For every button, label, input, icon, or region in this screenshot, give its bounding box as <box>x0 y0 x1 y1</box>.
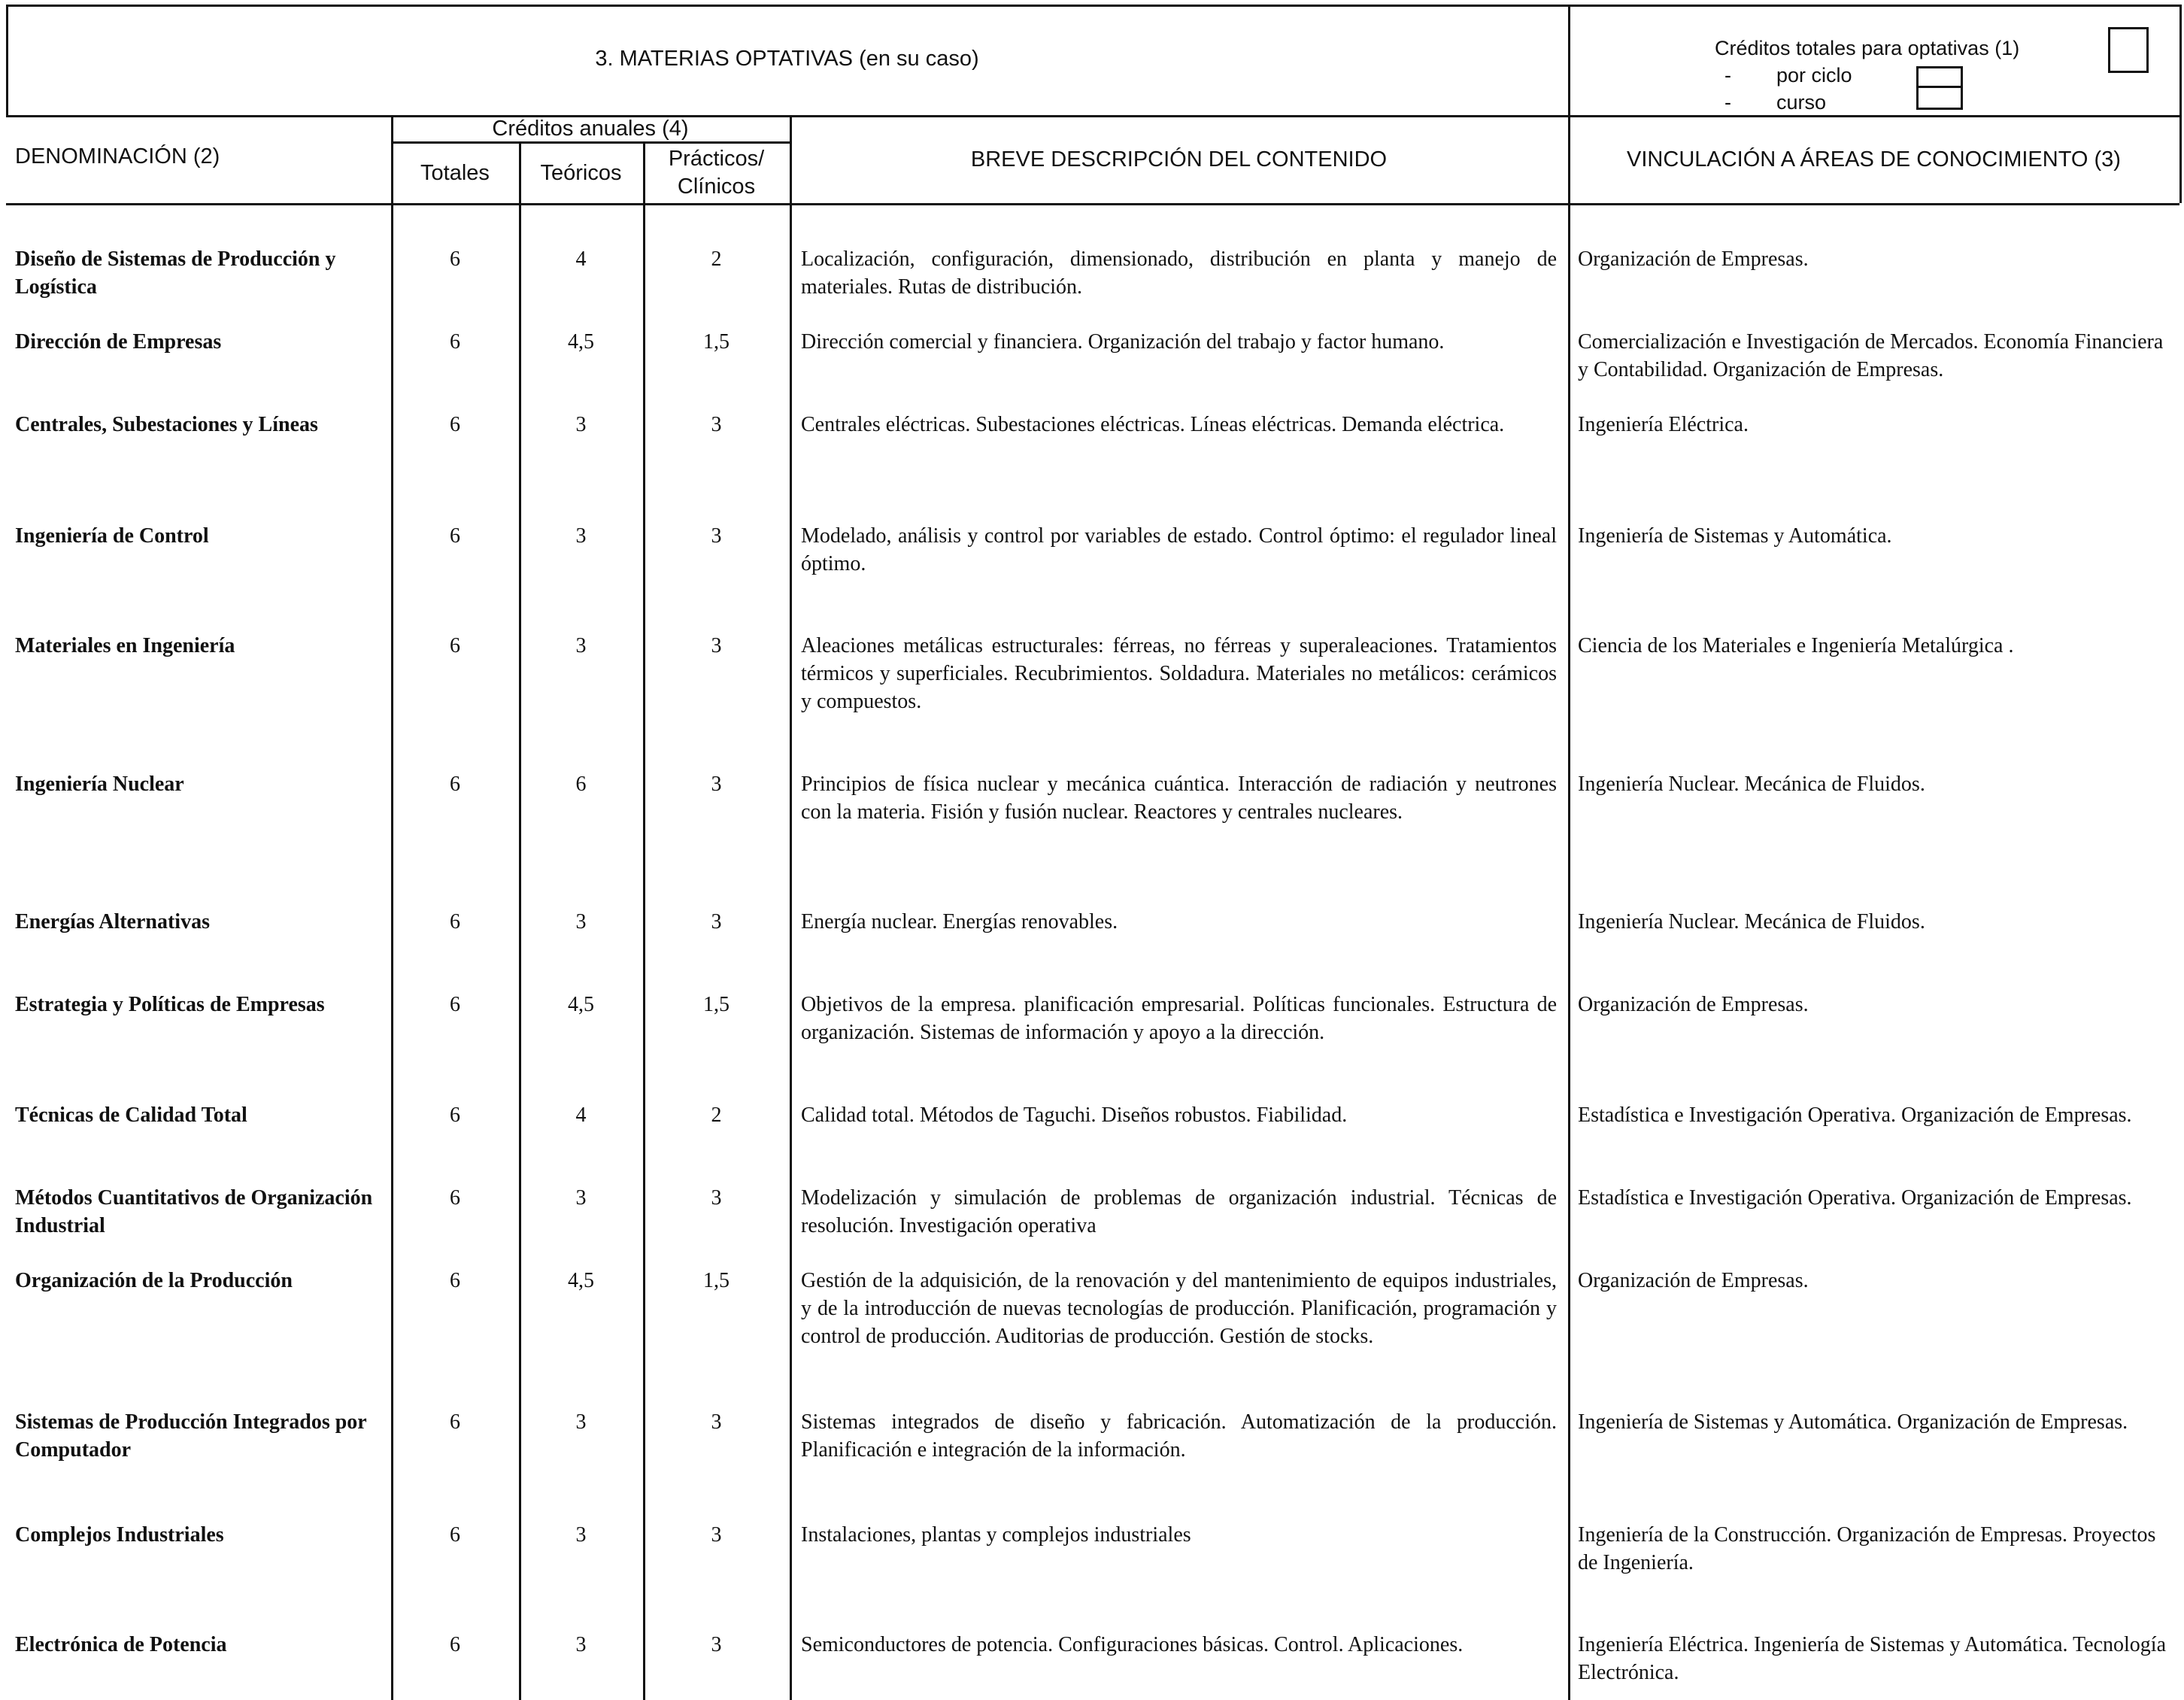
row-total: 6 <box>450 634 460 657</box>
row-theoretical: 3 <box>575 524 587 548</box>
row-theoretical: 3 <box>575 634 587 657</box>
row-total: 6 <box>450 1410 460 1434</box>
column-header-border <box>6 203 2179 205</box>
per-cycle-dash: - <box>1724 64 1731 87</box>
row-areas: Ciencia de los Materiales e Ingeniería Metalúrgica . <box>1578 634 2014 657</box>
row-total: 6 <box>450 910 460 933</box>
credits-total-label: Créditos totales para optativas (1) <box>1715 37 2020 59</box>
per-course-checkbox <box>1916 86 1963 110</box>
row-practical: 3 <box>711 524 722 548</box>
per-course-label: curso <box>1776 91 1827 114</box>
row-theoretical: 3 <box>575 910 587 933</box>
row-description: Objetivos de la empresa. planificación empresarial. Políticas funcionales. Estructura de organización. Sistemas de información y apoyo a la dirección. <box>801 993 1557 1044</box>
row-name: Centrales, Subestaciones y Líneas <box>15 413 318 436</box>
row-theoretical: 4 <box>575 1103 587 1127</box>
row-description: Modelado, análisis y control por variables de estado. Control óptimo: el regulador lineal óptimo. <box>801 524 1557 575</box>
row-areas: Ingeniería Eléctrica. Ingeniería de Sistemas y Automática. Tecnología Electrónica. <box>1578 1633 2167 1684</box>
header-denomination: DENOMINACIÓN (2) <box>15 144 220 168</box>
row-description: Semiconductores de potencia. Configuraciones básicas. Control. Aplicaciones. <box>801 1633 1464 1656</box>
row-theoretical: 3 <box>575 1523 587 1547</box>
row-areas: Ingeniería de Sistemas y Automática. Organización de Empresas. <box>1578 1410 2128 1434</box>
row-total: 6 <box>450 330 460 354</box>
row-practical: 3 <box>711 1523 722 1547</box>
row-practical: 3 <box>711 910 722 933</box>
row-description: Gestión de la adquisición, de la renovación y del mantenimiento de equipos industriales, y de la introducción de nuevas tecnologías de producción. Planificación, programación y control de producción. Auditorias de producción. Gestión de stocks. <box>801 1269 1557 1348</box>
row-theoretical: 4,5 <box>568 1269 594 1292</box>
header-description: BREVE DESCRIPCIÓN DEL CONTENIDO <box>970 147 1388 172</box>
row-description: Dirección comercial y financiera. Organización del trabajo y factor humano. <box>801 330 1445 354</box>
table-right-border <box>2179 5 2182 203</box>
row-practical: 1,5 <box>703 1269 730 1292</box>
row-description: Centrales eléctricas. Subestaciones eléctricas. Líneas eléctricas. Demanda eléctrica. <box>801 413 1505 436</box>
header-annual-credits: Créditos anuales (4) <box>492 117 689 141</box>
row-areas: Ingeniería de Sistemas y Automática. <box>1578 524 1892 548</box>
row-name: Organización de la Producción <box>15 1269 293 1292</box>
per-cycle-label: por ciclo <box>1776 64 1852 87</box>
row-description: Localización, configuración, dimensionado, distribución en planta y manejo de materiales. Rutas de distribución. <box>801 247 1557 299</box>
row-name: Sistemas de Producción Integrados por Computador <box>15 1410 367 1462</box>
header-areas: VINCULACIÓN A ÁREAS DE CONOCIMIENTO (3) <box>1627 147 2121 172</box>
row-total: 6 <box>450 1186 460 1210</box>
row-theoretical: 4 <box>575 247 587 271</box>
credits-total-checkbox <box>2108 27 2149 73</box>
row-name: Estrategia y Políticas de Empresas <box>15 993 325 1016</box>
row-theoretical: 6 <box>575 773 587 796</box>
header-practical: Prácticos/ Clínicos <box>668 147 765 199</box>
row-name: Ingeniería de Control <box>15 524 209 548</box>
row-areas: Ingeniería Nuclear. Mecánica de Fluidos. <box>1578 773 1925 796</box>
row-theoretical: 3 <box>575 1410 587 1434</box>
row-name: Métodos Cuantitativos de Organización Industrial <box>15 1186 373 1237</box>
row-areas: Estadística e Investigación Operativa. Organización de Empresas. <box>1578 1186 2132 1210</box>
row-practical: 3 <box>711 1633 722 1656</box>
row-name: Diseño de Sistemas de Producción y Logística <box>15 247 336 299</box>
row-name: Dirección de Empresas <box>15 330 222 354</box>
row-practical: 1,5 <box>703 330 730 354</box>
row-areas: Ingeniería Nuclear. Mecánica de Fluidos. <box>1578 910 1925 933</box>
row-description: Modelización y simulación de problemas de organización industrial. Técnicas de resolución. Investigación operativa <box>801 1186 1557 1237</box>
row-total: 6 <box>450 1103 460 1127</box>
row-areas: Organización de Empresas. <box>1578 1269 1809 1292</box>
row-areas: Comercialización e Investigación de Mercados. Economía Financiera y Contabilidad. Organización de Empresas. <box>1578 330 2164 381</box>
row-practical: 3 <box>711 773 722 796</box>
row-name: Técnicas de Calidad Total <box>15 1103 247 1127</box>
row-total: 6 <box>450 247 460 271</box>
row-practical: 3 <box>711 634 722 657</box>
header-theoretical: Teóricos <box>540 161 622 185</box>
header-total: Totales <box>420 161 490 185</box>
row-total: 6 <box>450 993 460 1016</box>
row-name: Ingeniería Nuclear <box>15 773 184 796</box>
row-practical: 3 <box>711 413 722 436</box>
row-practical: 3 <box>711 1410 722 1434</box>
row-areas: Ingeniería de la Construcción. Organización de Empresas. Proyectos de Ingeniería. <box>1578 1523 2156 1574</box>
section-title: 3. MATERIAS OPTATIVAS (en su caso) <box>595 47 979 71</box>
row-theoretical: 3 <box>575 1186 587 1210</box>
row-description: Calidad total. Métodos de Taguchi. Diseños robustos. Fiabilidad. <box>801 1103 1348 1127</box>
row-description: Principios de física nuclear y mecánica cuántica. Interacción de radiación y neutrones con la materia. Fisión y fusión nuclear. Reactores y centrales nucleares. <box>801 773 1557 824</box>
row-description: Aleaciones metálicas estructurales: férreas, no férreas y superaleaciones. Tratamientos térmicos y superficiales. Recubrimientos. Soldadura. Materiales no metálicos: cerámicos y compuestos. <box>801 634 1557 713</box>
row-areas: Organización de Empresas. <box>1578 993 1809 1016</box>
row-practical: 2 <box>711 1103 722 1127</box>
row-theoretical: 3 <box>575 1633 587 1656</box>
row-theoretical: 3 <box>575 413 587 436</box>
row-name: Complejos Industriales <box>15 1523 224 1547</box>
row-total: 6 <box>450 1633 460 1656</box>
row-total: 6 <box>450 1523 460 1547</box>
row-areas: Estadística e Investigación Operativa. Organización de Empresas. <box>1578 1103 2132 1127</box>
row-areas: Ingeniería Eléctrica. <box>1578 413 1749 436</box>
row-theoretical: 4,5 <box>568 330 594 354</box>
row-description: Sistemas integrados de diseño y fabricación. Automatización de la producción. Planificación e integración de la información. <box>801 1410 1557 1462</box>
column-divider-practical <box>790 115 792 1700</box>
row-name: Materiales en Ingeniería <box>15 634 235 657</box>
row-total: 6 <box>450 524 460 548</box>
row-name: Energías Alternativas <box>15 910 210 933</box>
row-practical: 1,5 <box>703 993 730 1016</box>
per-course-dash: - <box>1724 91 1731 114</box>
row-practical: 3 <box>711 1186 722 1210</box>
row-total: 6 <box>450 413 460 436</box>
row-description: Instalaciones, plantas y complejos industriales <box>801 1523 1191 1547</box>
row-theoretical: 4,5 <box>568 993 594 1016</box>
header-band-border <box>6 115 2179 117</box>
row-description: Energía nuclear. Energías renovables. <box>801 910 1118 933</box>
row-name: Electrónica de Potencia <box>15 1633 227 1656</box>
column-divider-description <box>1568 5 1570 1700</box>
row-areas: Organización de Empresas. <box>1578 247 1809 271</box>
row-total: 6 <box>450 1269 460 1292</box>
row-practical: 2 <box>711 247 722 271</box>
table-top-border <box>6 5 2179 7</box>
row-total: 6 <box>450 773 460 796</box>
